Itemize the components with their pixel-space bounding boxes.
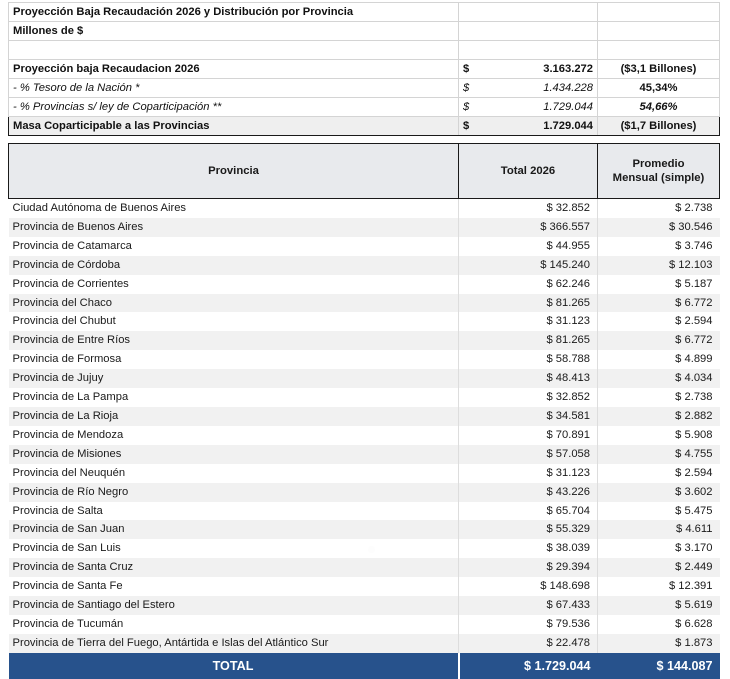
table-row [9, 502, 720, 521]
cell-province-name: Provincia de Santa Fe [9, 577, 459, 596]
cell-total-2026: $ 58.788 [459, 350, 598, 369]
cell-total-2026: $ 32.852 [459, 199, 598, 218]
tesoro-label: - % Tesoro de la Nación * [9, 79, 459, 98]
cell-province-name: Provincia de Salta [9, 502, 459, 521]
cell-promedio-mensual: $ 12.391 [598, 577, 720, 596]
cell-total-2026: $ 55.329 [459, 520, 598, 539]
cell-promedio-mensual: $ 1.873 [598, 634, 720, 653]
cell-promedio-mensual: $ 2.738 [598, 199, 720, 218]
cell-total-2026: $ 48.413 [459, 369, 598, 388]
total-average-mensual: $ 144.087 [598, 653, 720, 679]
provincias-amount: 1.729.044 [543, 101, 593, 113]
table-row [9, 426, 720, 445]
summary-title-spacer-2 [598, 3, 720, 22]
currency-symbol: $ [463, 82, 470, 94]
cell-province-name: Provincia de Tierra del Fuego, Antártida e Islas del Atlántico Sur [9, 634, 459, 653]
cell-promedio-mensual: $ 5.187 [598, 275, 720, 294]
masa-amount: 1.729.044 [543, 120, 593, 132]
cell-total-2026: $ 62.246 [459, 275, 598, 294]
summary-units-row [9, 22, 720, 41]
cell-province-name: Provincia de Río Negro [9, 483, 459, 502]
summary-row-proyeccion [9, 60, 720, 79]
cell-promedio-mensual: $ 30.546 [598, 218, 720, 237]
table-row [9, 331, 720, 350]
currency-symbol: $ [463, 120, 470, 132]
tesoro-amount-cell [459, 79, 598, 98]
summary-units: Millones de $ [9, 22, 459, 41]
table-row [9, 388, 720, 407]
cell-province-name: Provincia de San Juan [9, 520, 459, 539]
cell-total-2026: $ 57.058 [459, 445, 598, 464]
cell-promedio-mensual: $ 3.746 [598, 237, 720, 256]
summary-row-tesoro [9, 79, 720, 98]
cell-promedio-mensual: $ 2.882 [598, 407, 720, 426]
cell-total-2026: $ 22.478 [459, 634, 598, 653]
table-row [9, 539, 720, 558]
column-header-total-2026: Total 2026 [459, 144, 598, 199]
table-row [9, 558, 720, 577]
proyeccion-label: Proyección baja Recaudacion 2026 [9, 60, 459, 79]
proyeccion-amount: 3.163.272 [543, 63, 593, 75]
provincias-amount-cell [459, 98, 598, 117]
cell-province-name: Provincia de Tucumán [9, 615, 459, 634]
summary-row-masa-coparticipable [9, 117, 720, 136]
cell-promedio-mensual: $ 6.772 [598, 294, 720, 313]
total-sum-2026: $ 1.729.044 [459, 653, 598, 679]
table-row [9, 312, 720, 331]
cell-promedio-mensual: $ 2.738 [598, 388, 720, 407]
province-distribution-table [8, 143, 720, 679]
cell-province-name: Provincia de Entre Ríos [9, 331, 459, 350]
cell-promedio-mensual: $ 2.594 [598, 464, 720, 483]
cell-promedio-mensual: $ 6.628 [598, 615, 720, 634]
provincias-percent: 54,66% [598, 98, 720, 117]
table-row [9, 237, 720, 256]
table-row [9, 634, 720, 653]
cell-total-2026: $ 29.394 [459, 558, 598, 577]
table-row [9, 294, 720, 313]
cell-province-name: Provincia de Córdoba [9, 256, 459, 275]
cell-total-2026: $ 38.039 [459, 539, 598, 558]
table-row [9, 218, 720, 237]
table-row [9, 199, 720, 218]
table-row [9, 577, 720, 596]
summary-title-spacer-1 [459, 3, 598, 22]
cell-province-name: Provincia de Catamarca [9, 237, 459, 256]
masa-note: ($1,7 Billones) [598, 117, 720, 136]
cell-total-2026: $ 81.265 [459, 294, 598, 313]
cell-promedio-mensual: $ 4.611 [598, 520, 720, 539]
cell-total-2026: $ 145.240 [459, 256, 598, 275]
cell-total-2026: $ 70.891 [459, 426, 598, 445]
promedio-line-2: Mensual (simple) [612, 172, 705, 184]
blank-cell-b [459, 41, 598, 60]
proyeccion-amount-cell [459, 60, 598, 79]
table-row [9, 256, 720, 275]
table-body [9, 199, 720, 653]
cell-province-name: Ciudad Autónoma de Buenos Aires [9, 199, 459, 218]
provincias-label: - % Provincias s/ ley de Coparticipación ** [9, 98, 459, 117]
cell-promedio-mensual: $ 12.103 [598, 256, 720, 275]
table-row [9, 596, 720, 615]
table-row [9, 275, 720, 294]
summary-units-spacer-2 [598, 22, 720, 41]
cell-province-name: Provincia del Chubut [9, 312, 459, 331]
table-row [9, 464, 720, 483]
cell-promedio-mensual: $ 3.170 [598, 539, 720, 558]
summary-title: Proyección Baja Recaudación 2026 y Distribución por Provincia [9, 3, 459, 22]
table-row [9, 369, 720, 388]
cell-total-2026: $ 81.265 [459, 331, 598, 350]
cell-province-name: Provincia de Buenos Aires [9, 218, 459, 237]
blank-cell-a [9, 41, 459, 60]
cell-province-name: Provincia de Santiago del Estero [9, 596, 459, 615]
masa-amount-cell [459, 117, 598, 136]
cell-promedio-mensual: $ 4.034 [598, 369, 720, 388]
table-row [9, 350, 720, 369]
cell-province-name: Provincia de Misiones [9, 445, 459, 464]
cell-total-2026: $ 366.557 [459, 218, 598, 237]
cell-promedio-mensual: $ 5.475 [598, 502, 720, 521]
table-footer [9, 653, 720, 679]
cell-province-name: Provincia del Neuquén [9, 464, 459, 483]
table-header [9, 144, 720, 199]
cell-total-2026: $ 32.852 [459, 388, 598, 407]
cell-total-2026: $ 148.698 [459, 577, 598, 596]
cell-total-2026: $ 34.581 [459, 407, 598, 426]
tesoro-percent: 45,34% [598, 79, 720, 98]
summary-title-row [9, 3, 720, 22]
cell-total-2026: $ 31.123 [459, 312, 598, 331]
tesoro-amount: 1.434.228 [543, 82, 593, 94]
cell-total-2026: $ 31.123 [459, 464, 598, 483]
table-row [9, 483, 720, 502]
cell-total-2026: $ 43.226 [459, 483, 598, 502]
cell-province-name: Provincia de San Luis [9, 539, 459, 558]
cell-total-2026: $ 67.433 [459, 596, 598, 615]
cell-promedio-mensual: $ 5.908 [598, 426, 720, 445]
cell-total-2026: $ 44.955 [459, 237, 598, 256]
cell-total-2026: $ 79.536 [459, 615, 598, 634]
table-header-row [9, 144, 720, 199]
cell-province-name: Provincia del Chaco [9, 294, 459, 313]
cell-province-name: Provincia de Corrientes [9, 275, 459, 294]
cell-total-2026: $ 65.704 [459, 502, 598, 521]
cell-province-name: Provincia de Mendoza [9, 426, 459, 445]
cell-promedio-mensual: $ 2.449 [598, 558, 720, 577]
summary-units-spacer-1 [459, 22, 598, 41]
cell-province-name: Provincia de Formosa [9, 350, 459, 369]
cell-promedio-mensual: $ 3.602 [598, 483, 720, 502]
cell-promedio-mensual: $ 4.755 [598, 445, 720, 464]
currency-symbol: $ [463, 101, 470, 113]
cell-province-name: Provincia de Jujuy [9, 369, 459, 388]
cell-province-name: Provincia de La Rioja [9, 407, 459, 426]
cell-promedio-mensual: $ 2.594 [598, 312, 720, 331]
promedio-line-1: Promedio [632, 158, 685, 170]
table-row [9, 407, 720, 426]
blank-cell-c [598, 41, 720, 60]
proyeccion-note: ($3,1 Billones) [598, 60, 720, 79]
cell-promedio-mensual: $ 5.619 [598, 596, 720, 615]
summary-block [8, 2, 720, 136]
column-header-promedio-mensual [598, 144, 720, 199]
column-header-provincia: Provincia [9, 144, 459, 199]
currency-symbol: $ [463, 63, 470, 75]
cell-promedio-mensual: $ 4.899 [598, 350, 720, 369]
masa-label: Masa Coparticipable a las Provincias [9, 117, 459, 136]
cell-province-name: Provincia de La Pampa [9, 388, 459, 407]
summary-blank-row [9, 41, 720, 60]
cell-promedio-mensual: $ 6.772 [598, 331, 720, 350]
summary-row-provincias [9, 98, 720, 117]
table-row [9, 520, 720, 539]
table-row [9, 445, 720, 464]
cell-province-name: Provincia de Santa Cruz [9, 558, 459, 577]
total-row [9, 653, 720, 679]
total-label: TOTAL [9, 653, 459, 679]
table-row [9, 615, 720, 634]
